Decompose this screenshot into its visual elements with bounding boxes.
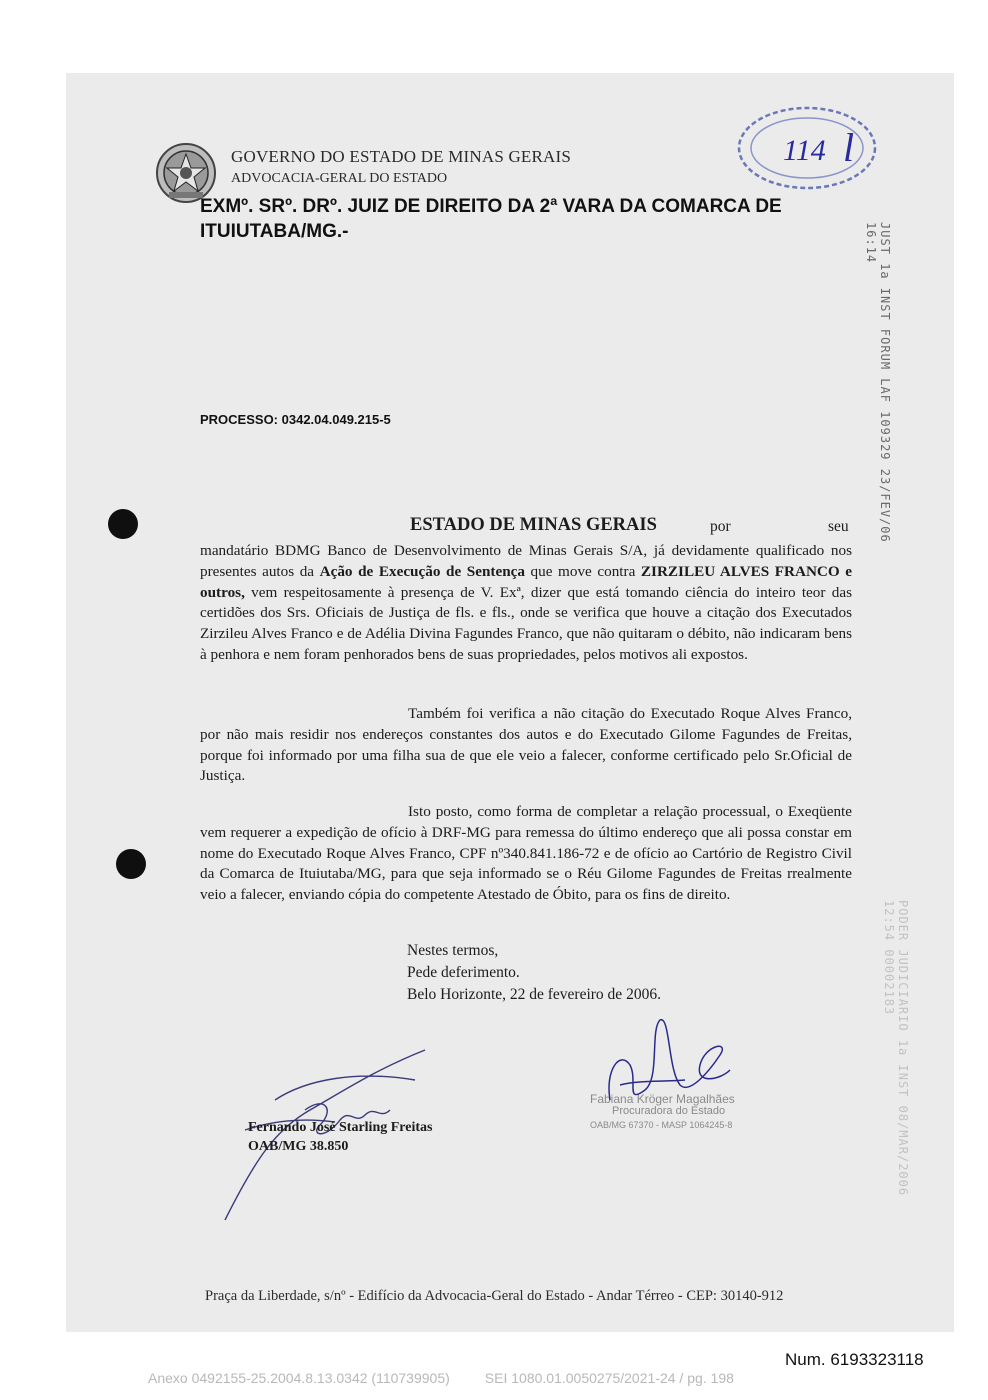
scanned-page — [66, 73, 954, 1332]
punch-hole — [116, 849, 146, 879]
right-signer-name: Fabiana Kröger Magalhães — [590, 1092, 735, 1106]
party-name: ESTADO DE MINAS GERAIS — [410, 515, 657, 535]
right-signer-title: Procuradora do Estado — [612, 1105, 726, 1117]
left-signer-oab: OAB/MG 38.850 — [248, 1139, 349, 1154]
footer-address: Praça da Liberdade, s/nº - Edifício da Advocacia-Geral do Estado - Andar Térreo - CEP: 30140-912 — [205, 1288, 784, 1304]
paragraph-3: Isto posto, como forma de completar a relação processual, o Exeqüente vem requerer a expedição de ofício à DRF-MG para remessa do último endereço que ali possa constar em nome do Executado Roque Alves Franco, CPF nº340.841.186-72 e de ofício ao Cartório de Registro Civil da Comarca de Ituiutaba/MG, para que seja informado se o Réu Gilome Fagundes de Freitas rrealmente veio a falecer, enviando cópia do competente Atestado de Óbito, para os fins de direito. — [200, 803, 852, 904]
addressee-heading: EXMº. SRº. DRº. JUIZ DE DIREITO DA 2ª VARA DA COMARCA DE ITUIUTABA/MG.- — [200, 196, 782, 242]
agency-title: ADVOCACIA-GERAL DO ESTADO — [231, 171, 448, 186]
paragraph-2: Também foi verifica a não citação do Executado Roque Alves Franco, por não mais residir nos endereços constantes dos autos e do Executado Gilome Fagundes de Freitas, porque foi informado por uma filha sua de que ele veio a falecer, conforme certificado pelo Sr.Oficial de Justiça. — [200, 705, 852, 785]
closing-line-2: Pede deferimento. — [407, 964, 520, 981]
stamp-mark: l — [843, 125, 855, 170]
government-title: GOVERNO DO ESTADO DE MINAS GERAIS — [231, 147, 572, 166]
document-number: Num. 6193323118 — [785, 1350, 924, 1369]
process-number: PROCESSO: 0342.04.049.215-5 — [200, 412, 391, 427]
word-por: por — [710, 518, 731, 535]
protocol-stamp — [735, 104, 887, 194]
annex-line: Anexo 0492155-25.2004.8.13.0342 (110739905) SEI 1080.01.0050275/2021-24 / pg. 198 — [148, 1370, 734, 1386]
left-signer-name: Fernando José Starling Freitas — [248, 1120, 433, 1135]
side-protocol-stamp-bottom: PODER JUDICIARIO 1a INST 08/MAR/2006 12:54 00002183 — [882, 900, 910, 1197]
right-signer-registration: OAB/MG 67370 - MASP 1064245-8 — [590, 1120, 733, 1130]
closing-line-1: Nestes termos, — [407, 942, 499, 959]
stamp-number: 114 — [783, 134, 826, 167]
paragraph-1: mandatário BDMG Banco de Desenvolvimento de Minas Gerais S/A, já devidamente qualificado nos presentes autos da Ação de Execução de Sentença que move contra ZIRZILEU ALVES FRANCO e outros, vem respeitosamente à presença de V. Exª, dizer que está tomando ciência do inteiro teor das certidões dos Srs. Oficiais de Justiça de fls. e fls., onde se verifica que houve a citação dos Executados Zirzileu Alves Franco e de Adélia Divina Fagundes Franco, que não quitaram o débito, não indicaram bens à penhora e nem foram penhorados bens de suas propriedades, pelos motivos ali expostos. — [200, 542, 853, 663]
side-protocol-stamp-top: JUST 1a INST FORUM LAF 109329 23/FEV/06 16:14 — [864, 222, 892, 543]
punch-hole — [108, 509, 138, 539]
closing-date: Belo Horizonte, 22 de fevereiro de 2006. — [407, 986, 661, 1003]
word-seu: seu — [828, 518, 849, 535]
signature-right — [590, 1010, 740, 1120]
